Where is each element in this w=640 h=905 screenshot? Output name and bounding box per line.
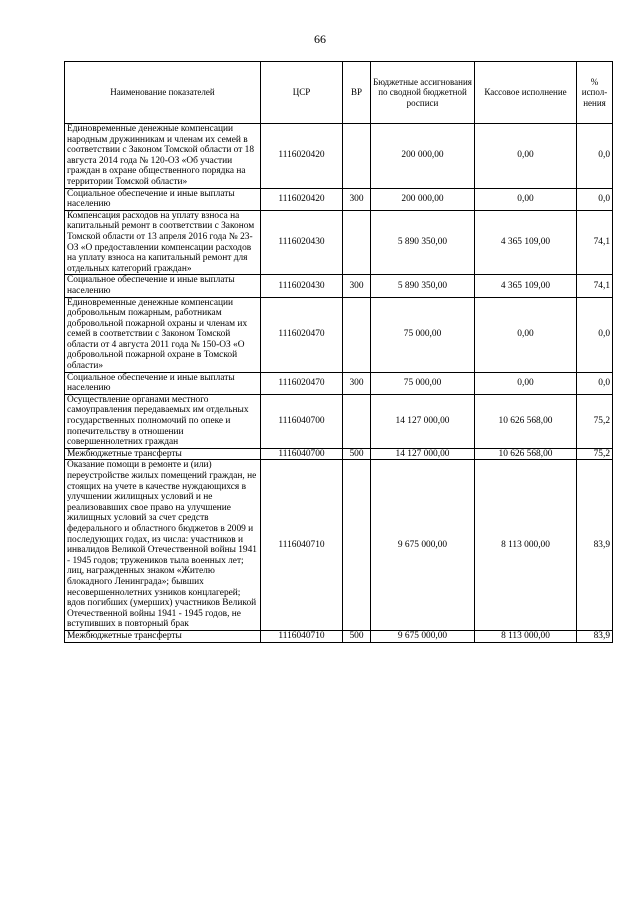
row-name: Межбюджетные трансферты bbox=[65, 448, 261, 460]
header-csr: ЦСР bbox=[261, 62, 343, 124]
row-csr: 1116020470 bbox=[261, 297, 343, 372]
row-pct: 74,1 bbox=[577, 275, 613, 297]
row-csr: 1116020420 bbox=[261, 124, 343, 189]
row-cash: 4 365 109,00 bbox=[475, 275, 577, 297]
row-csr: 1116040700 bbox=[261, 394, 343, 448]
row-budget: 9 675 000,00 bbox=[371, 630, 475, 642]
header-name: Наименование показателей bbox=[65, 62, 261, 124]
row-csr: 1116040700 bbox=[261, 448, 343, 460]
row-budget: 5 890 350,00 bbox=[371, 210, 475, 275]
row-vr: 500 bbox=[343, 448, 371, 460]
table-header-row bbox=[65, 62, 613, 124]
row-cash: 8 113 000,00 bbox=[475, 460, 577, 631]
table-row bbox=[65, 460, 613, 631]
row-csr: 1116020420 bbox=[261, 188, 343, 210]
row-name: Социальное обеспечение и иные выплаты населению bbox=[65, 188, 261, 210]
row-pct: 75,2 bbox=[577, 394, 613, 448]
row-vr: 500 bbox=[343, 630, 371, 642]
row-vr bbox=[343, 124, 371, 189]
row-csr: 1116020430 bbox=[261, 210, 343, 275]
row-cash: 0,00 bbox=[475, 297, 577, 372]
row-name: Социальное обеспечение и иные выплаты населению bbox=[65, 372, 261, 394]
table-row bbox=[65, 372, 613, 394]
row-csr: 1116020430 bbox=[261, 275, 343, 297]
row-name: Оказание помощи в ремонте и (или) переустройстве жилых помещений граждан, не стоящих на учете в качестве нуждающихся в улучшении жилищных условий и не реализовавших свое право на улучшение жилищных условий за счет средств федерального и областного бюджетов в 2009 и последующих годах, из числа: участников и инвалидов Великой Отечественной войны 1941 - 1945 годов; тружеников тыла военных лет; лиц, награжденных знаком «Жителю блокадного Ленинграда»; бывших несовершеннолетних узников концлагерей; вдов погибших (умерших) участников Великой Отечественной войны 1941 - 1945 годов, не вступивших в повторный брак bbox=[65, 460, 261, 631]
row-budget: 75 000,00 bbox=[371, 372, 475, 394]
table-row bbox=[65, 275, 613, 297]
row-vr: 300 bbox=[343, 275, 371, 297]
row-budget: 200 000,00 bbox=[371, 188, 475, 210]
row-cash: 4 365 109,00 bbox=[475, 210, 577, 275]
table-row bbox=[65, 448, 613, 460]
row-pct: 75,2 bbox=[577, 448, 613, 460]
header-cash: Кассовое исполнение bbox=[475, 62, 577, 124]
row-cash: 10 626 568,00 bbox=[475, 394, 577, 448]
row-budget: 9 675 000,00 bbox=[371, 460, 475, 631]
row-name: Компенсация расходов на уплату взноса на капитальный ремонт в соответствии с Законом Томской области от 13 апреля 2016 года № 23-ОЗ «О предоставлении компенсации расходов на уплату взноса на капитальный ремонт для отдельных категорий граждан» bbox=[65, 210, 261, 275]
row-vr bbox=[343, 460, 371, 631]
row-csr: 1116040710 bbox=[261, 630, 343, 642]
header-budget: Бюджетные ассигнования по сводной бюджетной росписи bbox=[371, 62, 475, 124]
budget-execution-table bbox=[64, 61, 613, 643]
row-budget: 75 000,00 bbox=[371, 297, 475, 372]
row-pct: 83,9 bbox=[577, 630, 613, 642]
page-number: 66 bbox=[314, 32, 326, 46]
row-budget: 14 127 000,00 bbox=[371, 448, 475, 460]
header-pct: % испол-нения bbox=[577, 62, 613, 124]
row-cash: 0,00 bbox=[475, 124, 577, 189]
row-vr bbox=[343, 394, 371, 448]
table-row bbox=[65, 394, 613, 448]
row-csr: 1116040710 bbox=[261, 460, 343, 631]
row-vr bbox=[343, 210, 371, 275]
row-pct: 0,0 bbox=[577, 297, 613, 372]
header-vr: ВР bbox=[343, 62, 371, 124]
table-row bbox=[65, 124, 613, 189]
row-vr: 300 bbox=[343, 188, 371, 210]
row-name: Социальное обеспечение и иные выплаты населению bbox=[65, 275, 261, 297]
row-pct: 0,0 bbox=[577, 124, 613, 189]
row-budget: 5 890 350,00 bbox=[371, 275, 475, 297]
row-cash: 10 626 568,00 bbox=[475, 448, 577, 460]
row-name: Осуществление органами местного самоуправления передаваемых им отдельных государственных полномочий по опеке и попечительству в отношении совершеннолетних граждан bbox=[65, 394, 261, 448]
row-vr: 300 bbox=[343, 372, 371, 394]
table-row bbox=[65, 188, 613, 210]
row-cash: 0,00 bbox=[475, 188, 577, 210]
row-name: Межбюджетные трансферты bbox=[65, 630, 261, 642]
table-row bbox=[65, 297, 613, 372]
table-row bbox=[65, 630, 613, 642]
row-pct: 0,0 bbox=[577, 372, 613, 394]
row-budget: 200 000,00 bbox=[371, 124, 475, 189]
row-pct: 74,1 bbox=[577, 210, 613, 275]
row-name: Единовременные денежные компенсации добровольным пожарным, работникам добровольной пожарной охраны и членам их семей в соответствии с Законом Томской области от 4 августа 2011 года № 150-ОЗ «О добровольной пожарной охране в Томской области» bbox=[65, 297, 261, 372]
table-row bbox=[65, 210, 613, 275]
row-cash: 8 113 000,00 bbox=[475, 630, 577, 642]
row-pct: 83,9 bbox=[577, 460, 613, 631]
row-vr bbox=[343, 297, 371, 372]
row-budget: 14 127 000,00 bbox=[371, 394, 475, 448]
row-csr: 1116020470 bbox=[261, 372, 343, 394]
row-name: Единовременные денежные компенсации народным дружинникам и членам их семей в соответствии с Законом Томской области от 18 августа 2014 года № 120-ОЗ «Об участии граждан в охране общественного порядка на территории Томской области» bbox=[65, 124, 261, 189]
row-cash: 0,00 bbox=[475, 372, 577, 394]
row-pct: 0,0 bbox=[577, 188, 613, 210]
